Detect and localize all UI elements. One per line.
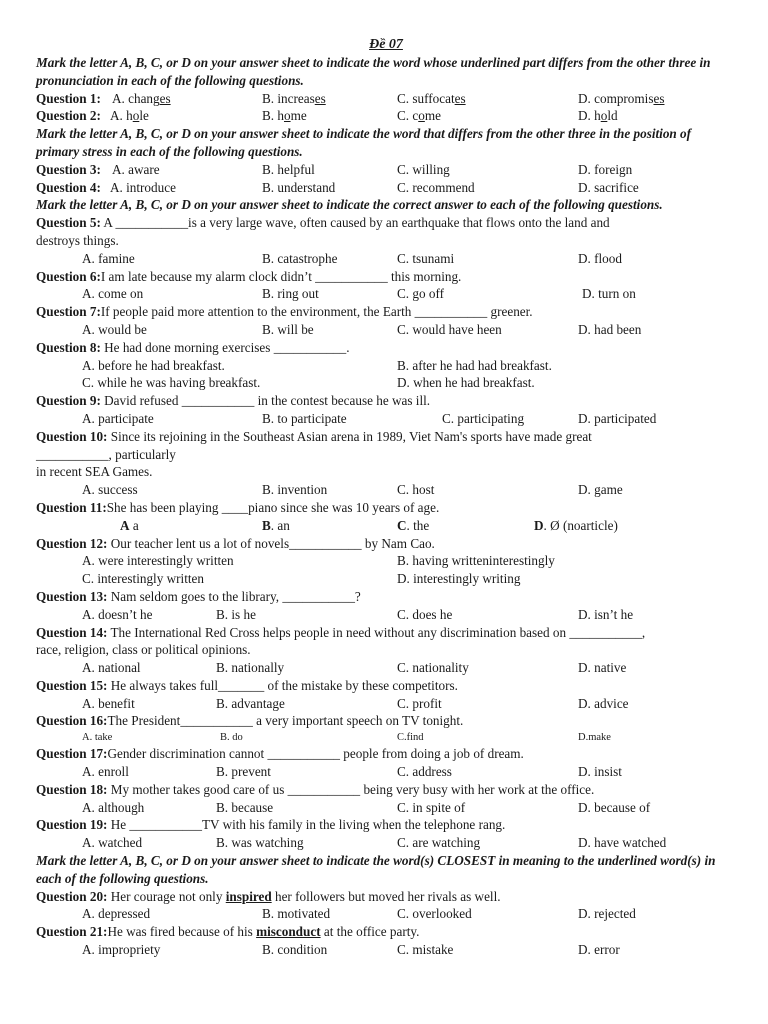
option-d: D. native — [578, 660, 627, 676]
question-text: The International Red Cross helps people in need without any discrimination based on ___________, — [107, 624, 646, 640]
question-6 — [36, 268, 736, 286]
question-label: Question 19: — [36, 817, 108, 833]
option-b: B. because — [216, 799, 274, 815]
option-c: C. profit — [397, 695, 442, 711]
option-d: D. flood — [578, 250, 622, 266]
question-7-options — [36, 321, 736, 339]
option-a: A. depressed — [82, 906, 151, 922]
option-a: A a — [120, 517, 139, 533]
option-b: B. prevent — [216, 764, 271, 780]
option-a: A. success — [82, 482, 138, 498]
question-text: Since its rejoining in the Southeast Asian arena in 1989, Viet Nam's sports have made great — [107, 428, 592, 444]
option-a: A. doesn’t he — [82, 606, 153, 622]
question-10-options — [36, 481, 736, 499]
option-b: B. condition — [262, 942, 328, 958]
question-text: He ___________TV with his family in the living when the telephone rang. — [107, 817, 506, 833]
question-text: If people paid more attention to the environment, the Earth ___________ greener. — [100, 304, 533, 320]
page-title: Đề 07 — [369, 37, 403, 52]
option-d: D. had been — [578, 321, 642, 337]
question-10 — [36, 428, 736, 446]
option-a: A. before he had breakfast. — [82, 357, 225, 373]
option-a: A. were interestingly written — [82, 553, 234, 569]
option-a: A. changes — [112, 90, 171, 106]
question-12-options-row2 — [36, 570, 736, 588]
question-16 — [36, 712, 736, 730]
question-5 — [36, 214, 736, 232]
question-16-options — [36, 730, 736, 745]
question-13-options — [36, 606, 736, 624]
option-a: A. impropriety — [82, 942, 161, 958]
option-a: A. would be — [82, 321, 147, 337]
option-c: C. willing — [397, 161, 450, 177]
question-14 — [36, 624, 736, 642]
option-b: B. understand — [262, 179, 336, 195]
question-label: Question 6: — [36, 268, 101, 284]
option-d: D. because of — [578, 799, 651, 815]
option-c: C. address — [397, 764, 452, 780]
question-label: Question 14: — [36, 624, 108, 640]
question-label: Question 18: — [36, 781, 108, 797]
option-d: D. advice — [578, 695, 629, 711]
question-3 — [36, 161, 736, 179]
question-8-options-row2 — [36, 374, 736, 392]
option-d: D. turn on — [582, 286, 636, 302]
option-c: C. are watching — [397, 835, 481, 851]
option-a: A. enroll — [82, 764, 129, 780]
question-label: Question 15: — [36, 677, 108, 693]
question-text-end: her followers but moved her rivals as well. — [271, 888, 501, 904]
question-label: Question 8: — [36, 339, 101, 355]
option-b: B. nationally — [216, 660, 285, 676]
option-c: C. participating — [442, 410, 525, 426]
question-label: Question 9: — [36, 393, 101, 409]
underlined-word: misconduct — [256, 924, 321, 940]
option-d: D. error — [578, 942, 620, 958]
question-9-options — [36, 410, 736, 428]
option-b: B. increases — [262, 90, 326, 106]
option-b: B. helpful — [262, 161, 315, 177]
option-c: C. mistake — [397, 942, 454, 958]
option-d: D. sacrifice — [578, 179, 639, 195]
question-8 — [36, 339, 736, 357]
option-b: B. to participate — [262, 410, 347, 426]
option-a: A. participate — [82, 410, 154, 426]
option-d: D. compromises — [578, 90, 665, 106]
question-label: Question 13: — [36, 588, 108, 604]
question-label: Question 2: — [36, 108, 101, 124]
option-b: B. do — [220, 732, 243, 744]
option-a: A. watched — [82, 835, 143, 851]
question-label: Question 4: — [36, 179, 101, 195]
question-text: The President___________ a very important speech on TV tonight. — [107, 713, 464, 729]
question-text: Our teacher lent us a lot of novels___________ by Nam Cao. — [107, 535, 435, 551]
option-c: C. tsunami — [397, 250, 455, 266]
option-c: C. recommend — [397, 179, 475, 195]
option-a: A. aware — [112, 161, 160, 177]
question-17 — [36, 745, 736, 763]
option-d: D. insist — [578, 764, 622, 780]
underlined-word: inspired — [225, 888, 272, 904]
option-b: B. an — [262, 517, 290, 533]
question-text-end: at the office party. — [320, 924, 420, 940]
option-b: B. having writteninterestingly — [397, 553, 555, 569]
option-a: A. hole — [110, 108, 149, 124]
option-a: A. although — [82, 799, 145, 815]
question-1 — [36, 90, 736, 108]
instruction-pronunciation: Mark the letter A, B, C, or D on your answer sheet to indicate the word whose underlined part differs from the other three in pronunciation in each of the following questions. — [36, 55, 711, 88]
question-label: Question 11: — [36, 499, 107, 515]
question-7 — [36, 303, 736, 321]
option-c: C. suffocates — [397, 90, 466, 106]
option-c: C.find — [397, 732, 424, 744]
question-text-continued: in recent SEA Games. — [36, 464, 153, 480]
question-text: He had done morning exercises ___________. — [100, 339, 350, 355]
question-text: A ___________is a very large wave, often caused by an earthquake that flows onto the land and — [100, 215, 610, 231]
question-text: Her courage not only — [107, 888, 226, 904]
question-18 — [36, 781, 736, 799]
question-19-options — [36, 834, 736, 852]
option-c: C. interestingly written — [82, 571, 204, 587]
option-a: A. famine — [82, 250, 135, 266]
question-11-options — [36, 517, 736, 535]
option-b: B. motivated — [262, 906, 331, 922]
option-c: C. come — [397, 108, 441, 124]
option-b: B. will be — [262, 321, 314, 337]
option-a: A. national — [82, 660, 141, 676]
option-a: A. come on — [82, 286, 144, 302]
question-text: Nam seldom goes to the library, ___________? — [107, 588, 361, 604]
question-label: Question 1: — [36, 90, 101, 106]
question-label: Question 21: — [36, 924, 108, 940]
option-d: D. when he had breakfast. — [397, 375, 535, 391]
question-label: Question 17: — [36, 746, 108, 762]
option-b: B. was watching — [216, 835, 304, 851]
option-d: D.make — [578, 732, 611, 744]
question-4 — [36, 179, 736, 197]
question-label: Question 10: — [36, 428, 108, 444]
question-8-options-row1 — [36, 357, 736, 375]
question-2 — [36, 107, 736, 125]
question-label: Question 20: — [36, 888, 108, 904]
exam-page — [36, 36, 736, 959]
question-6-options — [36, 285, 736, 303]
question-12 — [36, 535, 736, 553]
question-label: Question 3: — [36, 161, 101, 177]
question-18-options — [36, 799, 736, 817]
question-17-options — [36, 763, 736, 781]
question-text: He always takes full_______ of the mistake by these competitors. — [107, 677, 458, 693]
question-text: My mother takes good care of us ___________ being very busy with her work at the office. — [107, 781, 595, 797]
option-a: A. benefit — [82, 695, 135, 711]
question-13 — [36, 588, 736, 606]
option-b: B. catastrophe — [262, 250, 338, 266]
instruction-closest-meaning: Mark the letter A, B, C, or D on your answer sheet to indicate the word(s) CLOSEST in meaning to the underlined word(s) in each of the following questions. — [36, 853, 716, 886]
question-text: Gender discrimination cannot ___________ people from doing a job of dream. — [107, 746, 524, 762]
option-a: A. introduce — [110, 179, 176, 195]
question-label: Question 5: — [36, 215, 101, 231]
question-label: Question 16: — [36, 713, 108, 729]
question-label: Question 7: — [36, 304, 101, 320]
option-b: B. is he — [216, 606, 256, 622]
option-c: C. would have heen — [397, 321, 502, 337]
option-c: C. while he was having breakfast. — [82, 375, 261, 391]
question-14-options — [36, 659, 736, 677]
option-c: C. does he — [397, 606, 453, 622]
question-text-continued: ___________, particularly — [36, 446, 176, 462]
option-b: B. after he had had breakfast. — [397, 357, 552, 373]
question-11 — [36, 499, 736, 517]
option-d: D. participated — [578, 410, 657, 426]
option-c: C. go off — [397, 286, 445, 302]
option-b: B. advantage — [216, 695, 285, 711]
option-b: B. invention — [262, 482, 328, 498]
instruction-correct-answer: Mark the letter A, B, C, or D on your answer sheet to indicate the correct answer to each of the following questions. — [36, 197, 663, 213]
question-text-continued: destroys things. — [36, 232, 119, 248]
option-d: D. game — [578, 482, 623, 498]
question-text: I am late because my alarm clock didn’t ___________ this morning. — [100, 268, 462, 284]
option-c: C. nationality — [397, 660, 469, 676]
option-d: D. rejected — [578, 906, 636, 922]
question-19 — [36, 816, 736, 834]
option-d: D. foreign — [578, 161, 633, 177]
option-c: C. in spite of — [397, 799, 466, 815]
question-12-options-row1 — [36, 552, 736, 570]
question-20-options — [36, 905, 736, 923]
question-5-options — [36, 250, 736, 268]
question-15-options — [36, 695, 736, 713]
option-d: D. Ø (noarticle) — [534, 517, 618, 533]
option-d: D. hold — [578, 108, 618, 124]
option-d: D. interestingly writing — [397, 571, 521, 587]
question-21 — [36, 923, 736, 941]
question-15 — [36, 677, 736, 695]
question-text: David refused ___________ in the contest because he was ill. — [100, 393, 431, 409]
question-label: Question 12: — [36, 535, 108, 551]
option-c: C. overlooked — [397, 906, 472, 922]
option-b: B. ring out — [262, 286, 319, 302]
question-text: She has been playing ____piano since she was 10 years of age. — [106, 499, 440, 515]
question-text-continued: race, religion, class or political opinions. — [36, 642, 251, 658]
question-21-options — [36, 941, 736, 959]
option-c: C. host — [397, 482, 435, 498]
option-a: A. take — [82, 732, 113, 744]
option-c: C. the — [397, 517, 430, 533]
option-d: D. isn’t he — [578, 606, 634, 622]
instruction-stress: Mark the letter A, B, C, or D on your answer sheet to indicate the word that differs from the other three in the position of primary stress in each of the following questions. — [36, 126, 692, 159]
question-9 — [36, 392, 736, 410]
question-text: He was fired because of his — [107, 924, 257, 940]
option-d: D. have watched — [578, 835, 667, 851]
question-20 — [36, 888, 736, 906]
option-b: B. home — [262, 108, 307, 124]
